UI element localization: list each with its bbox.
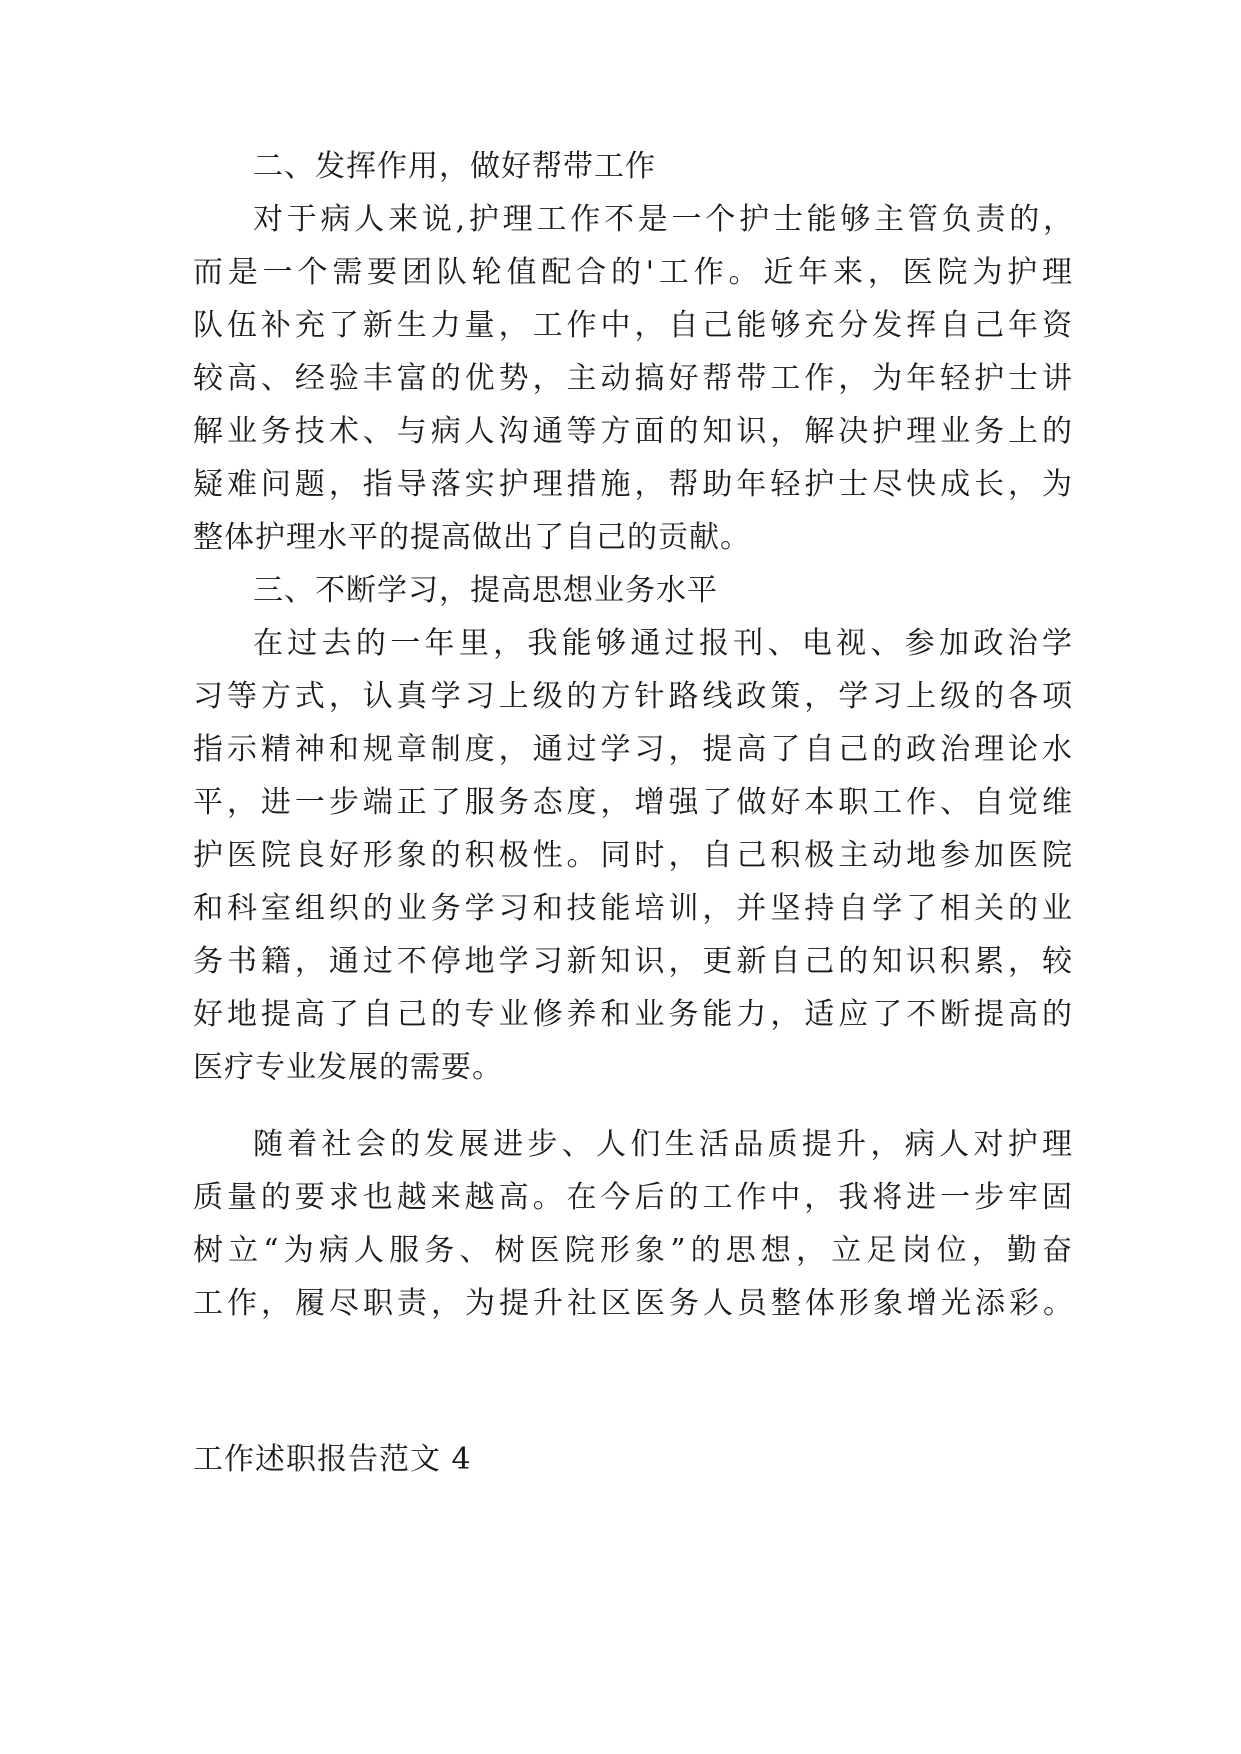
paragraph-line: 务书籍，通过不停地学习新知识，更新自己的知识积累，较 bbox=[193, 944, 1073, 979]
paragraph-line: 在过去的一年里，我能够通过报刊、电视、参加政治学 bbox=[253, 626, 1073, 661]
next-article-title: 工作述职报告范文 4 bbox=[193, 1442, 472, 1477]
paragraph-line: 护医院良好形象的积极性。同时，自己积极主动地参加医院 bbox=[193, 838, 1073, 873]
paragraph-line: 树立“为病人服务、树医院形象”的思想，立足岗位，勤奋 bbox=[193, 1233, 1073, 1268]
paragraph-line: 好地提高了自己的专业修养和业务能力，适应了不断提高的 bbox=[193, 997, 1073, 1032]
paragraph-line: 整体护理水平的提高做出了自己的贡献。 bbox=[193, 520, 751, 555]
paragraph-line: 解业务技术、与病人沟通等方面的知识，解决护理业务上的 bbox=[193, 414, 1073, 449]
paragraph-line: 医疗专业发展的需要。 bbox=[193, 1050, 503, 1085]
paragraph-line: 对于病人来说,护理工作不是一个护士能够主管负责的， bbox=[253, 202, 1073, 237]
paragraph-line: 疑难问题，指导落实护理措施，帮助年轻护士尽快成长，为 bbox=[193, 467, 1073, 502]
paragraph-line: 随着社会的发展进步、人们生活品质提升，病人对护理 bbox=[253, 1127, 1073, 1162]
paragraph-line: 质量的要求也越来越高。在今后的工作中，我将进一步牢固 bbox=[193, 1180, 1073, 1215]
paragraph-line: 工作，履尽职责，为提升社区医务人员整体形象增光添彩。 bbox=[193, 1286, 1073, 1321]
section-heading: 二、发挥作用，做好帮带工作 bbox=[253, 149, 656, 184]
paragraph-line: 指示精神和规章制度，通过学习，提高了自己的政治理论水 bbox=[193, 732, 1073, 767]
paragraph-line: 平，进一步端正了服务态度，增强了做好本职工作、自觉维 bbox=[193, 785, 1073, 820]
paragraph-line: 和科室组织的业务学习和技能培训，并坚持自学了相关的业 bbox=[193, 891, 1073, 926]
paragraph-line: 队伍补充了新生力量，工作中，自己能够充分发挥自己年资 bbox=[193, 308, 1073, 343]
paragraph-line: 而是一个需要团队轮值配合的'工作。近年来，医院为护理 bbox=[193, 255, 1073, 290]
section-heading: 三、不断学习，提高思想业务水平 bbox=[253, 573, 718, 608]
paragraph-line: 习等方式，认真学习上级的方针路线政策，学习上级的各项 bbox=[193, 679, 1073, 714]
paragraph-line: 较高、经验丰富的优势，主动搞好帮带工作，为年轻护士讲 bbox=[193, 361, 1073, 396]
